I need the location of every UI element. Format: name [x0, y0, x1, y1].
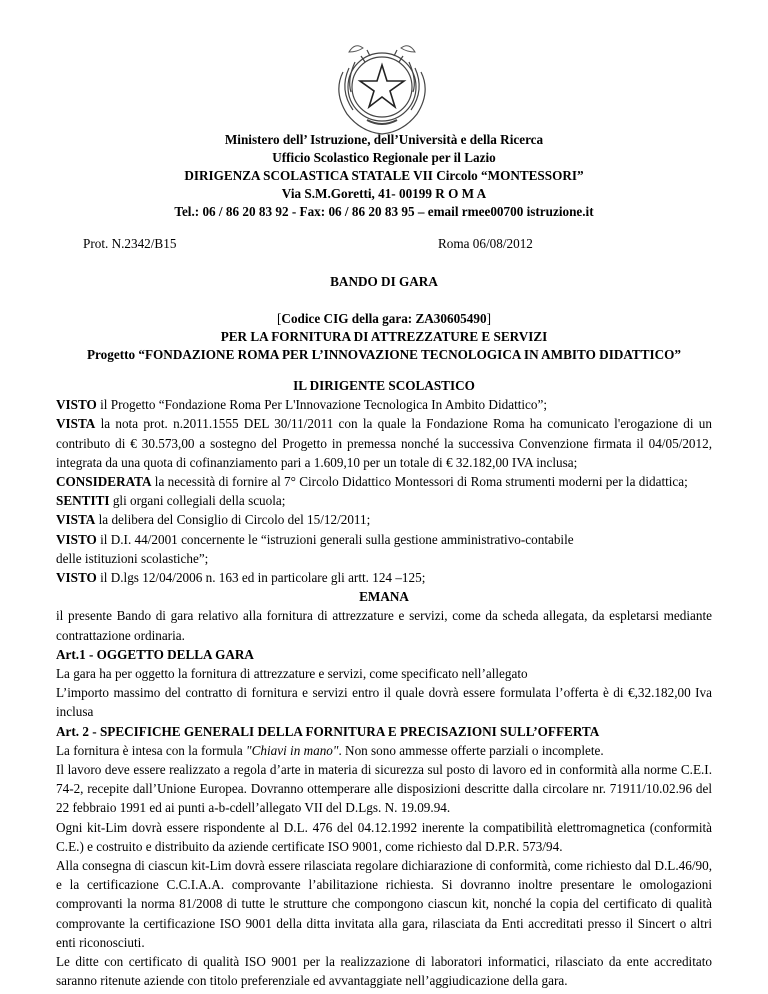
dirigente-heading: IL DIRIGENTE SCOLASTICO	[293, 378, 475, 393]
vista-delibera: VISTA la delibera del Consiglio di Circolo del 15/12/2011;	[56, 512, 371, 528]
vista-nota: VISTA la nota prot. n.2011.1555 DEL 30/11/2011 con la quale la Fondazione Roma ha comunicato l'erogazione di un contributo di € 30.573,00 a sostegno del Progetto in premessa nonché la successiva Convenzione firmata il 04/05/2012, integrata da una quota di cofinanziamento pari a 1.609,10 per un totale di € 32.182,00 IVA inclusa;	[56, 416, 712, 470]
fornitura-title: PER LA FORNITURA DI ATTREZZATURE E SERVIZI	[220, 329, 548, 344]
ministry-name: Ministero dell’ Istruzione, dell’Università e della Ricerca	[224, 132, 544, 147]
visto-progetto: VISTO il Progetto “Fondazione Roma Per L'Innovazione Tecnologica In Ambito Didattico”;	[56, 397, 548, 413]
protocol-number: Prot. N.2342/B15	[83, 236, 177, 251]
progetto-title: Progetto “FONDAZIONE ROMA PER L’INNOVAZIONE TECNOLOGICA IN AMBITO DIDATTICO”	[87, 347, 681, 362]
regional-office: Ufficio Scolastico Regionale per il Lazio	[272, 150, 496, 165]
bando-title: BANDO DI GARA	[330, 274, 438, 289]
republic-emblem-icon	[327, 32, 437, 142]
visto-dlgs: VISTO il D.lgs 12/04/2006 n. 163 ed in particolare gli artt. 124 –125;	[56, 570, 426, 586]
visto-di: VISTO il D.I. 44/2001 concernente le “istruzioni generali sulla gestione amministrativo-contabile delle istituzioni scolastiche”;	[56, 531, 574, 566]
document-body	[56, 372, 712, 991]
emana-text: il presente Bando di gara relativo alla fornitura di attrezzature e servizi, come da scheda allegata, da espletarsi mediante contrattazione ordinaria.	[56, 608, 712, 643]
school-address: Via S.M.Goretti, 41- 00199 R O M A	[281, 186, 487, 201]
emana-heading: EMANA	[359, 589, 409, 605]
art1-para1: La gara ha per oggetto la fornitura di attrezzature e servizi, come specificato nell’allegato	[56, 666, 528, 682]
art2-para3: Ogni kit-Lim dovrà essere rispondente al D.L. 476 del 04.12.1992 inerente la compatibilità elettromagnetica (conformità C.E.) e costruito e distribuito da aziende certificate ISO 9001, come richiesto dal D.P.R. 573/94.	[56, 819, 712, 854]
art2-para1: La fornitura è intesa con la formula "Chiavi in mano". Non sono ammesse offerte parziali o incomplete.	[56, 742, 604, 758]
cig-code: [Codice CIG della gara: ZA30605490]	[277, 311, 491, 326]
art2-para2: Il lavoro deve essere realizzato a regola d’arte in materia di sicurezza sul posto di lavoro ed in conformità alla norme C.E.I. 74-2, recepite dall’Unione Europea. Dovranno ottemperare alle disposizioni descritte dalla circolare nr. 71911/10.02.96 del 22 febbraio 1991 ed ai punti a-b-cdell’allegato VII del D.Lgs. N. 19.09.94.	[56, 762, 712, 816]
art1-para2: L’importo massimo del contratto di fornitura e servizi entro il quale dovrà essere formulata l’offerta è di €,32.182,00 Iva inclusa	[56, 685, 712, 720]
art2-para4: Alla consegna di ciascun kit-Lim dovrà essere rilasciata regolare dichiarazione di conformità, come richiesto dal D.L.46/90, e la certificazione C.C.I.A.A. comprovante l’abilitazione richiesta. Si dovranno inoltre presentare le omologazioni comprovanti la norma 81/2008 di tutte le strutture che compongono ciascun kit, nonché la copia del certificato di qualità comprovante la certificazione ISO 9001 della ditta invitata alla gara, rilasciata da Enti accreditati presso il Sincert o altri enti riconosciuti.	[56, 858, 712, 950]
school-direction: DIRIGENZA SCOLASTICA STATALE VII Circolo “MONTESSORI”	[184, 168, 584, 183]
school-contacts: Tel.: 06 / 86 20 83 92 - Fax: 06 / 86 20 83 95 – email rmee00700 istruzione.it	[174, 204, 594, 219]
considerata: CONSIDERATA la necessità di fornire al 7° Circolo Didattico Montessori di Roma strumenti moderni per la didattica;	[56, 474, 688, 490]
art2-heading: Art. 2 - SPECIFICHE GENERALI DELLA FORNITURA E PRECISAZIONI SULL’OFFERTA	[56, 723, 600, 739]
art2-para5: Le ditte con certificato di qualità ISO 9001 per la realizzazione di laboratori informatici, rilasciato da ente accreditato saranno ritenute aziende con titolo preferenziale ed avvantaggiate nell’aggiudicazione della gara.	[56, 954, 712, 989]
sentiti: SENTITI gli organi collegiali della scuola;	[56, 493, 286, 509]
document-date: Roma 06/08/2012	[438, 236, 533, 251]
art1-heading: Art.1 - OGGETTO DELLA GARA	[56, 646, 254, 662]
